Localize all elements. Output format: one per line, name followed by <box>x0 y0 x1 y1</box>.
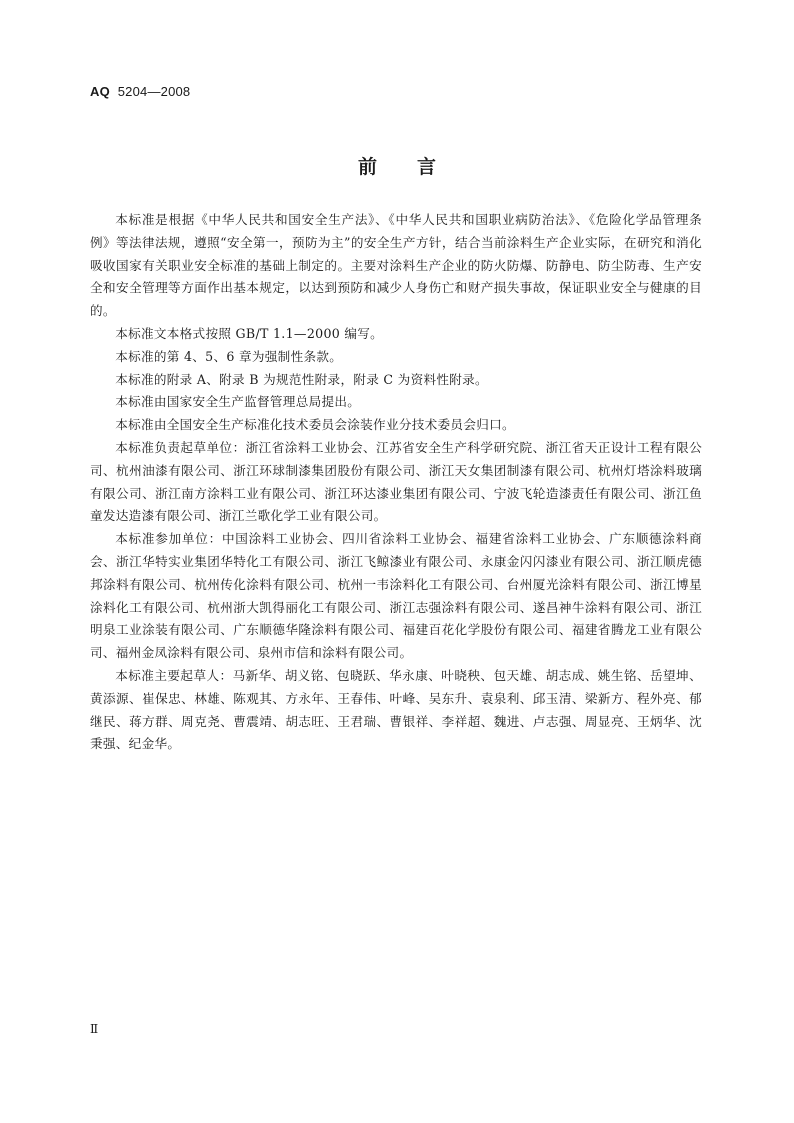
page-title: 前言 <box>357 156 476 178</box>
paragraph-basis: 本标准是根据《中华人民共和国安全生产法》、《中华人民共和国职业病防治法》、《危险化学品管理条例》等法律法规，遵照“安全第一，预防为主”的安全生产方针，结合当前涂料生产企业实际，在研究和消化吸收国家有关职业安全标准的基础上制定的。主要对涂料生产企业的防火防爆、防静电、防尘防毒、生产安全和安全管理等方面作出基本规定，以达到预防和减少人身伤亡和财产损失事故，保证职业安全与健康的目的。 <box>90 212 702 319</box>
foreword-body <box>90 209 702 756</box>
paragraph-committee: 本标准由全国安全生产标准化技术委员会涂装作业分技术委员会归口。 <box>115 417 515 433</box>
paragraph-drafters: 本标准主要起草人：马新华、胡义铭、包晓跃、华永康、叶晓秧、包天雄、胡志成、姚生铭、岳望坤、黄添源、崔保忠、林雄、陈观其、方永年、王春伟、叶峰、吴东升、袁泉利、邱玉清、梁新方、程外亮、郁继民、蒋方群、周克尧、曹震靖、胡志旺、王君瑞、曹银祥、李祥超、魏进、卢志强、周显亮、王炳华、沈秉强、纪金华。 <box>90 667 702 752</box>
paragraph-format: 本标准文本格式按照 GB/T 1.1—2000 编写。 <box>115 325 384 341</box>
page-number: Ⅱ <box>90 1022 99 1036</box>
paragraph-participating-units: 本标准参加单位：中国涂料工业协会、四川省涂料工业协会、福建省涂料工业协会、广东顺德涂料商会、浙江华特实业集团华特化工有限公司、浙江飞鲸漆业有限公司、永康金闪闪漆业有限公司、浙江顺虎德邦涂料有限公司、杭州传化涂料有限公司、杭州一韦涂料化工有限公司、台州厦光涂料有限公司、浙江博星涂料化工有限公司、杭州浙大凯得丽化工有限公司、浙江志强涂料有限公司、遂昌神牛涂料有限公司、浙江明泉工业涂装有限公司、广东顺德华隆涂料有限公司、福建百花化学股份有限公司、福建省腾龙工业有限公司、福州金凤涂料有限公司、泉州市信和涂料有限公司。 <box>90 531 702 661</box>
standard-number: 5204—2008 <box>117 84 191 99</box>
standard-code <box>90 84 190 99</box>
paragraph-mandatory: 本标准的第 4、5、6 章为强制性条款。 <box>115 348 343 364</box>
paragraph-drafting-units: 本标准负责起草单位：浙江省涂料工业协会、江苏省安全生产科学研究院、浙江省天正设计工程有限公司、杭州油漆有限公司、浙江环球制漆集团股份有限公司、浙江天女集团制漆有限公司、杭州灯塔涂料玻璃有限公司、浙江南方涂料工业有限公司、浙江环达漆业集团有限公司、宁波飞轮造漆责任有限公司、浙江鱼童发达造漆有限公司、浙江兰歌化学工业有限公司。 <box>90 439 702 524</box>
paragraph-proposer: 本标准由国家安全生产监督管理总局提出。 <box>115 394 361 410</box>
paragraph-annexes: 本标准的附录 A、附录 B 为规范性附录，附录 C 为资料性附录。 <box>115 371 488 387</box>
standard-prefix: AQ <box>90 84 110 99</box>
